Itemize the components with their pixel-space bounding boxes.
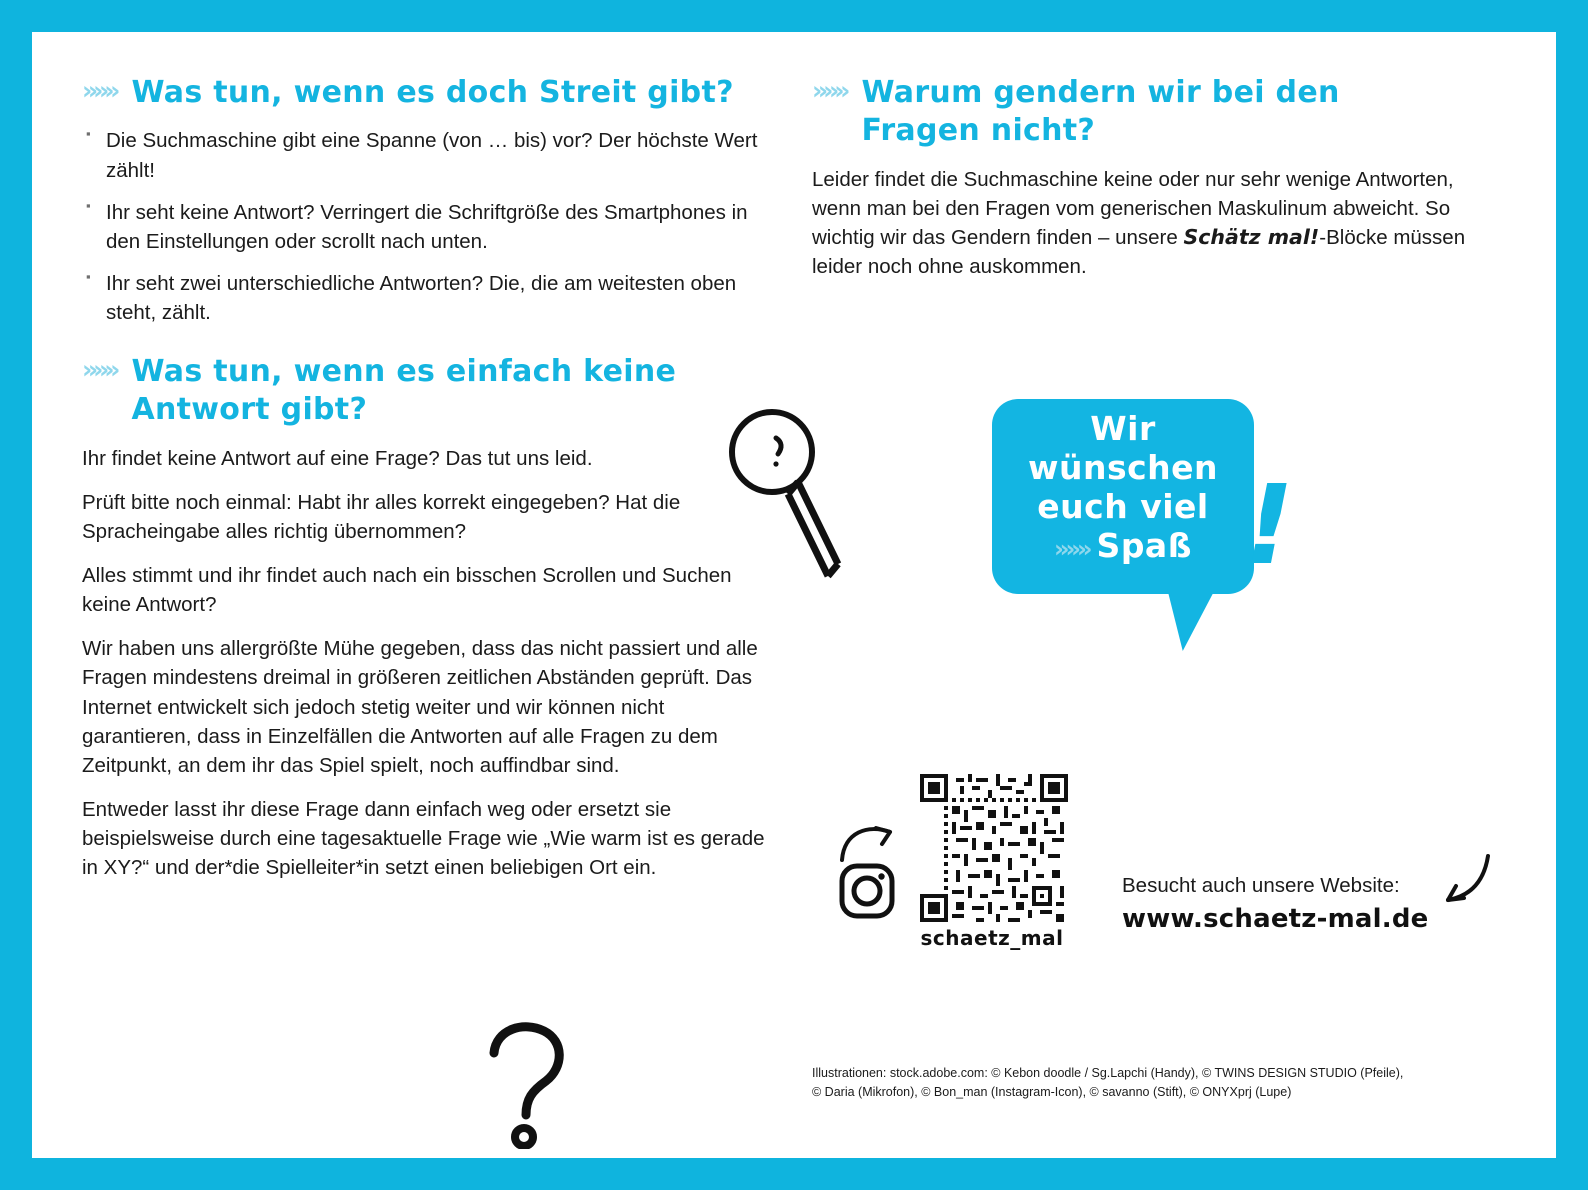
- paragraph: Ihr findet keine Antwort auf eine Frage? Das tut uns leid.: [82, 446, 593, 470]
- heading-text: Was tun, wenn es doch Streit gibt?: [131, 75, 734, 110]
- bubble-line-1: Wir: [1090, 409, 1156, 448]
- paragraph-part-1: Leider findet die Suchmaschine keine oder nur sehr wenige Antworten, wenn man bei den Fragen vom generischen Maskulinum abweicht. So wichtig wir das Gendern finden – unsere: [812, 167, 1454, 249]
- social-row: [832, 774, 1492, 964]
- heading-line-2: Antwort gibt?: [131, 392, 368, 428]
- exclamation-mark: !: [1244, 461, 1295, 589]
- right-column: [812, 74, 1502, 1099]
- chevrons-icon: »»»: [1054, 534, 1089, 563]
- heading-line-1: Was tun, wenn es einfach keine: [131, 354, 677, 390]
- list-item: ▪ Die Suchmaschine gibt eine Spanne (von … bis) vor? Der höchste Wert zählt!: [82, 126, 772, 184]
- speech-bubble-tail: [1161, 589, 1216, 651]
- bubble-line-4-wrap: [992, 527, 1254, 566]
- heading-line-1: Warum gendern wir bei den: [861, 75, 1340, 110]
- instagram-handle: schaetz_mal: [920, 926, 1064, 950]
- brand-name: Schätz mal!: [1183, 225, 1320, 249]
- list-item: ▪ Ihr seht keine Antwort? Verringert die Schriftgröße des Smartphones in den Einstellungen oder scrollt nach unten.: [82, 198, 772, 256]
- section-heading-gendern: [812, 74, 1502, 151]
- section-heading-keine-antwort: [82, 353, 772, 430]
- bubble-line-2: wünschen: [1027, 447, 1219, 487]
- magnifier-icon: [710, 404, 850, 584]
- curved-arrow-icon: [1440, 852, 1494, 914]
- paragraph: Prüft bitte noch einmal: Habt ihr alles korrekt eingegeben? Hat die Spracheingabe alles richtig übernommen?: [82, 490, 681, 544]
- website-label: Besucht auch unsere Website:: [1122, 874, 1400, 897]
- bubble-line-3: euch viel: [1037, 486, 1209, 526]
- credits: [812, 1064, 1502, 1102]
- heading-line-2: Fragen nicht?: [861, 113, 1096, 149]
- heading-text: [131, 353, 676, 430]
- paragraph-part-2: -Blöcke müssen leider noch ohne auskommen.: [812, 226, 1466, 279]
- speech-bubble: [992, 374, 1322, 664]
- chevrons-icon: »»»: [82, 355, 116, 385]
- credits-line-1: Illustrationen: stock.adobe.com: © Kebon doodle / Sg.Lapchi (Handy), © TWINS DESIGN STUDIO (Pfeile),: [812, 1066, 1404, 1080]
- curved-arrow-icon: [838, 822, 900, 864]
- question-mark-icon: [472, 1019, 582, 1149]
- paragraph: Alles stimmt und ihr findet auch nach ein bisschen Scrollen und Suchen keine Antwort?: [82, 564, 732, 617]
- website-url[interactable]: www.schaetz-mal.de: [1122, 904, 1429, 934]
- heading-text: [861, 74, 1339, 151]
- paragraph: Entweder lasst ihr diese Frage dann einfach weg oder ersetzt sie beispielsweise durch eine tagesaktuelle Frage wie „Wie warm ist es gerade in XY?“ und der*die Spielleiter*in setzt einen beliebigen Ort ein.: [82, 797, 765, 880]
- gendern-paragraph: [812, 165, 1502, 281]
- credits-line-2: © Daria (Mikrofon), © Bon_man (Instagram-Icon), © savanno (Stift), © ONYXprj (Lupe): [812, 1084, 1292, 1099]
- chevrons-icon: »»»: [82, 76, 116, 105]
- streit-bullet-list: [82, 126, 772, 327]
- paragraph: Wir haben uns allergrößte Mühe gegeben, dass das nicht passiert und alle Fragen mindestens dreimal in größeren zeitlichen Abständen geprüft. Das Internet entwickelt sich jedoch stetig weiter und wir können nicht garantieren, dass in Einzelfällen die Antworten auf alle Fragen zu dem Zeitpunkt, an dem ihr das Spiel spielt, noch auffindbar sind.: [82, 637, 758, 777]
- qr-code-icon[interactable]: [920, 774, 1068, 922]
- speech-bubble-text: [992, 410, 1254, 566]
- chevrons-icon: »»»: [812, 76, 846, 105]
- section-heading-streit: [82, 74, 772, 112]
- brochure-page: [32, 32, 1556, 1158]
- list-item: ▪ Ihr seht zwei unterschiedliche Antworten? Die, die am weitesten oben steht, zählt.: [82, 269, 772, 327]
- left-column: [82, 74, 772, 897]
- instagram-icon[interactable]: [838, 862, 896, 920]
- bubble-line-4: Spaß: [1096, 525, 1192, 565]
